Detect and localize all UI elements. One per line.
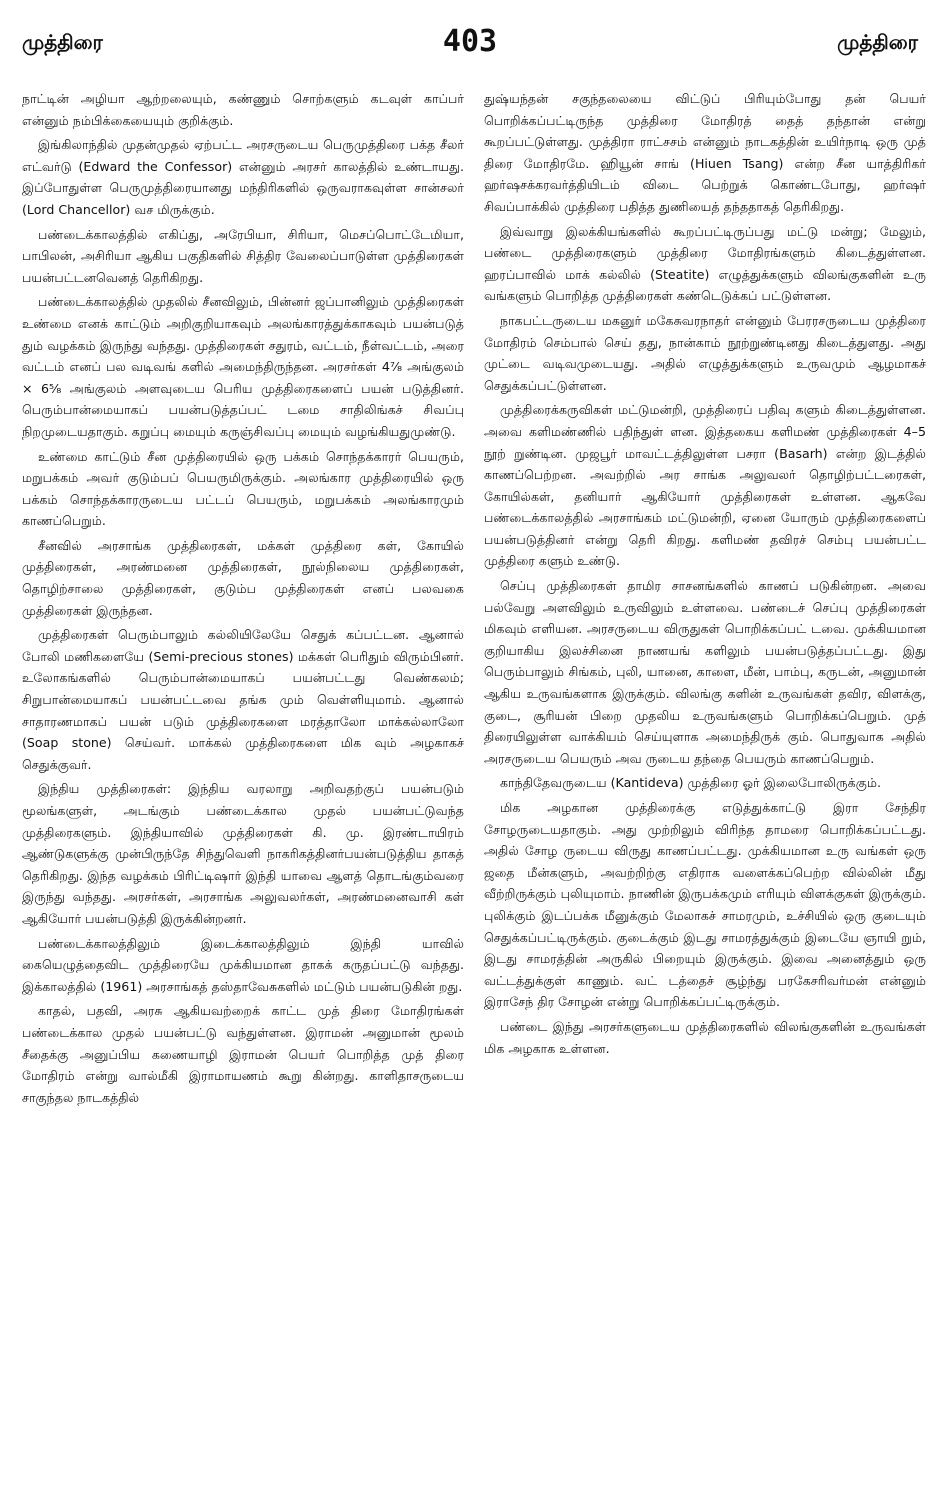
left-column (22, 88, 464, 1111)
paragraph: முத்திரைக்கருவிகள் மட்டுமன்றி, முத்திரைப் பதிவு களும் கிடைத்துள்ளன. அவை களிமண்ணில் பதிந்துள் ளன. இத்தகைய களிமண் முத்திரைகள் 4–5 நூற் றுண்டின. முஜபூர் மாவட்டத்திலுள்ள பசரா (Basarh) என்ற இடத்தில் காணப்பெற்றன. அவற்றில் அர சாங்க அலுவலர் தொழிற்பட்டரைகள், கோயில்கள், தனியார் ஆகியோர் முத்திரைகள் உள்ளன. ஆகவே பண்டைக்காலத்தில் அரசாங்கம் மட்டுமன்றி, ஏனை யோரும் முத்திரைகளைப் பயன்படுத்தினர் என்று தெரி கிறது. களிமண் தவிரச் செம்பு பயன்பட்ட முத்திரை களும் உண்டு. (484, 402, 926, 569)
paragraph: துஷ்யந்தன் சகுந்தலையை விட்டுப் பிரியும்போது தன் பெயர் பொறிக்கப்பட்டிருந்த முத்திரை மோதிரத் தைத் தந்தான் என்று கூறப்பட்டுள்ளது. முத்திரா ராட்சசம் என்னும் நாடகத்தின் உயிர்நாடி ஒரு முத் திரை மோதிரமே. ஹியூன் சாங் (Hiuen Tsang) என்ற சீன யாத்திரிகர் ஹர்ஷசக்கரவர்த்தியிடம் விடை பெற்றுக் கொண்டபோது, ஹர்ஷர் சிவப்பாக்கில் முத்திரை பதித்த துணியைத் தந்ததாகத் தெரிகிறது. (484, 91, 926, 214)
paragraph: சீனவில் அரசாங்க முத்திரைகள், மக்கள் முத்திரை கள், கோயில் முத்திரைகள், அரண்மனை முத்திரைகள், நூல்நிலைய முத்திரைகள், தொழிற்சாலை முத்திரைகள், குடும்ப முத்திரைகள் எனப் பலவகை முத்திரைகள் இருந்தன. (22, 537, 464, 618)
paragraph: நாட்டின் அழியா ஆற்றலையும், கண்ணும் சொற்களும் கடவுள் காப்பர் என்னும் நம்பிக்கையையும் குறிக்கும். (22, 91, 464, 128)
page-number: 403 (442, 24, 498, 59)
paragraph: முத்திரைகள் பெரும்பாலும் கல்லியிலேயே செதுக் கப்பட்டன. ஆனால் போலி மணிகளையே (Semi-precious stones) மக்கள் பெரிதும் விரும்பினர். உலோகங்களில் பெரும்பான்மையாகப் பயன்பட்டது வெண்கலம்; சிறுபான்மையாகப் பயன்பட்டவை தங்க மும் வெள்ளியுமாம். ஆனால் சாதாரணமாகப் பயன் படும் முத்திரைகளை மரத்தாலோ மாக்கல்லாலோ (Soap stone) செய்வர். மாக்கல் முத்திரைகளை மிக வும் அழகாகச் செதுக்குவர். (22, 627, 464, 772)
running-head-right: முத்திரை (837, 30, 918, 54)
paragraph: உண்மை காட்டும் சீன முத்திரையில் ஒரு பக்கம் சொந்தக்காரர் பெயரும், மறுபக்கம் அவர் குடும்பப் பெயருமிருக்கும். அலங்கார முத்திரையில் ஒரு பக்கம் சொந்தக்காரருடைய பட்டப் பெயரும், மறுபக்கம் அலங்காரமும் காணப்பெறும். (22, 448, 464, 529)
paragraph: பண்டை இந்து அரசர்களுடைய முத்திரைகளில் விலங்குகளின் உருவங்கள் மிக அழகாக உள்ளன. (484, 1018, 926, 1056)
paragraph: நாகபட்டருடைய மகனுர் மகேசுவரநாதர் என்னும் பேரரசருடைய முத்திரை மோதிரம் செம்பால் செய் தது, நான்காம் நூற்றுண்டினது கிடைத்துளது. அது முட்டை வடிவமுடையது. அதில் எழுத்துக்களும் உருவமும் ஆழமாகச் செதுக்கப்பட்டுள்ளன. (484, 312, 926, 393)
right-column (484, 88, 926, 1062)
paragraph: மிக அழகான முத்திரைக்கு எடுத்துக்காட்டு இரா சேந்திர சோழருடையதாகும். அது முற்றிலும் விரிந்த தாமரை பொறிக்கப்பட்டது. அதில் சோழ ருடைய விருது காணப்பட்டது. முக்கியமான உரு வங்கள் ஒரு ஜதை மீன்களும், அவற்றிற்கு எதிராக வளைக்கப்பெற்ற வில்லின் மீது வீற்றிருக்கும் புலியுமாம். நாணின் இருபக்கமும் எரியும் விளக்குகள் இருக்கும். புலிக்கும் இடப்பக்க மீனுக்கும் மேலாகச் சாமரமும், உச்சியில் ஒரு குடையும் செதுக்கப்பட்டிருக்கும். குடைக்கும் இடது சாமரத்துக்கும் இடையே ஞாயி றும், இடது சாமரத்தின் அருகில் பிறையும் இருக்கும். இவை அனைத்தும் ஒரு வட்டத்துக்குள் காணும். வட் டத்தைச் சூழ்ந்து பரகேசரிவர்மன் என்னும் இராசேந் திர சோழன் என்று பொறிக்கப்பட்டிருக்கும். (484, 800, 926, 1010)
page-header (22, 24, 918, 64)
paragraph: பண்டைக்காலத்தில் முதலில் சீனவிலும், பின்னர் ஜப்பானிலும் முத்திரைகள் உண்மை எனக் காட்டும் அறிகுறியாகவும் அலங்காரத்துக்காகவும் பயன்படுத் தும் வழக்கம் இருந்து வந்தது. முத்திரைகள் சதுரம், வட்டம், நீள்வட்டம், அரை வட்டம் எனப் பல வடிவங் களில் அமைந்திருந்தன. அரசர்கள் 4⁷⁄₈ அங்குலம் × 6⁵⁄₈ அங்குலம் அளவுடைய பெரிய முத்திரைகளைப் பயன் படுத்தினர். பெரும்பான்மையாகப் பயன்படுத்தப்பட் டமை சாதிலிங்கச் சிவப்பு நிறமுடையதாகும். கறுப்பு மையும் கருஞ்சிவப்பு மையும் வழங்கியதுமுண்டு. (22, 294, 464, 439)
paragraph: இவ்வாறு இலக்கியங்களில் கூறப்பட்டிருப்பது மட்டு மன்று; மேலும், பண்டை முத்திரைகளும் முத்திரை மோதிரங்களும் கிடைத்துள்ளன. ஹரப்பாவில் மாக் கல்லில் (Steatite) எழுத்துக்களும் விலங்குகளின் உரு வங்களும் பொறித்த முத்திரைகள் கண்டெடுக்கப் பட்டுள்ளன. (484, 223, 926, 304)
paragraph: இங்கிலாந்தில் முதன்முதல் ஏற்பட்ட அரசருடைய பெருமுத்திரை பக்த சீலர் எட்வர்டு (Edward the Confessor) என்னும் அரசர் காலத்தில் உண்டாயது. இப்போதுள்ள பெருமுத்திரையானது மந்திரிகளில் ஒருவராகவுள்ள சான்சலர் (Lord Chancellor) வச மிருக்கும். (22, 137, 464, 217)
paragraph: காந்திதேவருடைய (Kantideva) முத்திரை ஓர் இலைபோலிருக்கும். (500, 775, 881, 791)
paragraph: இந்திய முத்திரைகள்: இந்திய வரலாறு அறிவதற்குப் பயன்படும் மூலங்களுள், அடங்கும் பண்டைக்கால முதல் பயன்பட்டுவந்த முத்திரைகளும். இந்தியாவில் முத்திரைகள் கி. மு. இரண்டாயிரம் ஆண்டுகளுக்கு முன்பிருந்தே சிந்துவெளி நாகரிகத்தினர்பயன்படுத்திய தாகத் தெரிகிறது. இந்த வழக்கம் பிரிட்டிஷார் இந்தி யாவை ஆளத் தொடங்கும்வரை இருந்து வந்தது. அரசர்கள், அரசாங்க அலுவலர்கள், அரண்மனைவாசி கள் ஆகியோர் பயன்படுத்தி இருக்கின்றனர். (22, 781, 464, 926)
running-head-left: முத்திரை (22, 30, 103, 54)
paragraph: செப்பு முத்திரைகள் தாமிர சாசனங்களில் காணப் படுகின்றன. அவை பல்வேறு அளவிலும் உருவிலும் உள்ளவை. பண்டைச் செப்பு முத்திரைகள் மிகவும் எளியன. அரசருடைய விருதுகள் பொறிக்கப்பட் டவை. முக்கியமான குறியாகிய இலச்சினை நாணயங் களிலும் பயன்படுத்தப்பட்டது. இது பெரும்பாலும் சிங்கம், புலி, யானை, காளை, மீன், பாம்பு, கருடன், அனுமான் ஆகிய உருவங்களாக இருக்கும். விலங்கு களின் உருவங்கள் தவிர, விளக்கு, குடை, சூரியன் பிறை முதலிய உருவங்களும் பொறிக்கப்பெறும். முத் திரையிலுள்ள வாக்கியம் செய்யுளாக அமைந்திருக் கும். பொதுவாக அதில் அரசருடைய பெயரும் அவ ருடைய தந்தை பெயரும் காணப்பெறும். (484, 578, 926, 766)
paragraph: காதல், பதவி, அரசு ஆகியவற்றைக் காட்ட முத் திரை மோதிரங்கள் பண்டைக்கால முதல் பயன்பட்டு வந்துள்ளன. இராமன் அனுமான் மூலம் சீதைக்கு அனுப்பிய கணையாழி இராமன் பெயர் பொறித்த முத் திரை மோதிரம் என்று வால்மீகி இராமாயணம் கூறு கின்றது. காளிதாசருடைய சாகுந்தல நாடகத்தில் (22, 1003, 464, 1105)
paragraph: பண்டைக்காலத்திலும் இடைக்காலத்திலும் இந்தி யாவில் கையெழுத்தைவிட முத்திரையே முக்கியமான தாகக் கருதப்பட்டு வந்தது. இக்காலத்தில் (1961) அரசாங்கத் தஸ்தாவேசுகளில் மட்டும் பயன்படுகின் றது. (22, 935, 464, 994)
paragraph: பண்டைக்காலத்தில் எகிப்து, அரேபியா, சிரியா, மெசப்பொட்டேமியா, பாபிலன், அசிரியா ஆகிய பகுதிகளில் சித்திர வேலைப்பாடுள்ள முத்திரைகள் பயன்பட்டனவெனத் தெரிகிறது. (22, 226, 464, 285)
